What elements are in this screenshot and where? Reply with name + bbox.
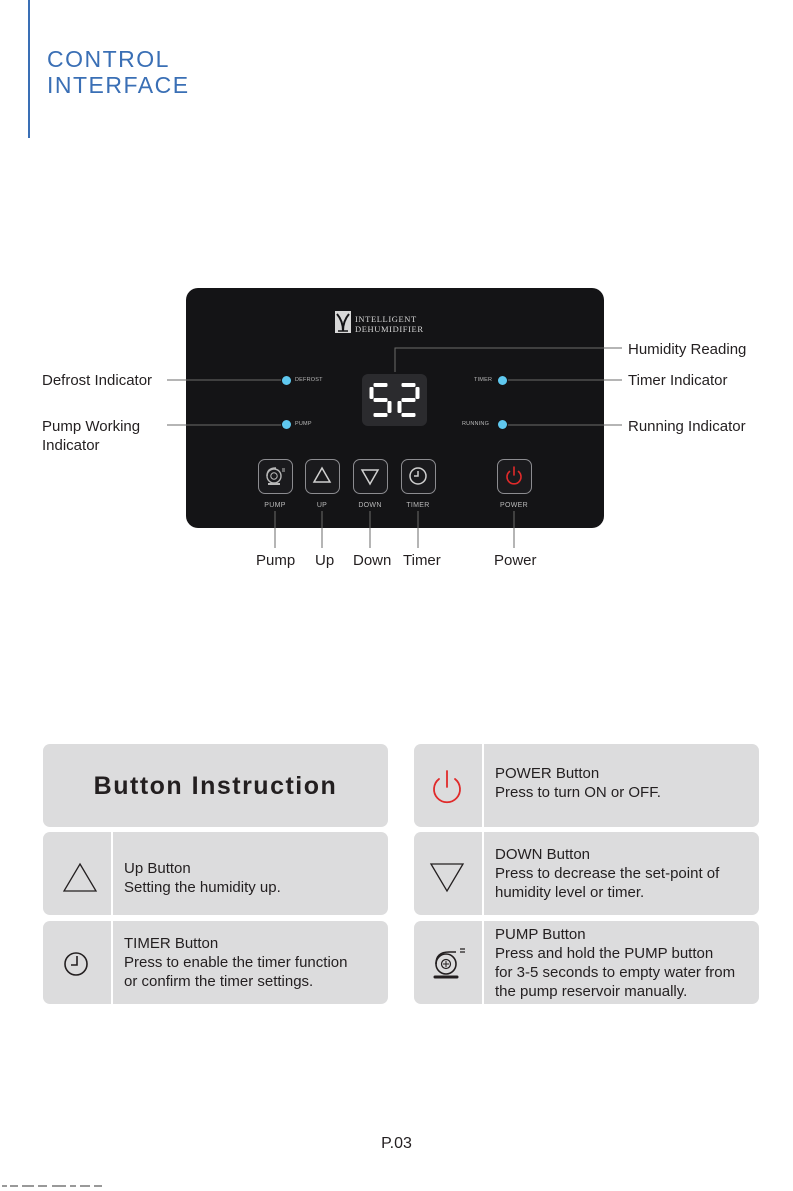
power-instruction-name: POWER Button	[495, 765, 600, 782]
pump-instruction-desc-line3: the pump reservoir manually.	[495, 983, 688, 1000]
up-instruction-icon-cell	[43, 832, 111, 915]
timer-button-label: TIMER	[406, 502, 430, 509]
down-instruction-text	[495, 845, 719, 902]
pump-instruction-text	[495, 925, 735, 1001]
down-instruction-name: DOWN Button	[495, 846, 591, 863]
down-instruction-card	[414, 832, 759, 915]
defrost-indicator-callout: Defrost Indicator	[42, 372, 153, 389]
up-instruction-name: Up Button	[124, 860, 191, 877]
running-indicator-label: RUNNING	[462, 421, 490, 427]
up-callout: Up	[315, 552, 335, 569]
brand-line1: INTELLIGENT	[355, 314, 417, 324]
power-button-label: POWER	[500, 502, 528, 509]
timer-instruction-text	[124, 934, 347, 991]
pump-instruction-card	[414, 921, 759, 1004]
up-button-label: UP	[316, 502, 328, 509]
pump-instruction-icon-cell	[414, 921, 482, 1004]
humidity-reading-callout: Humidity Reading	[628, 341, 747, 358]
brand-line2: DEHUMIDIFIER	[355, 324, 424, 334]
timer-instruction-desc-line2: or confirm the timer settings.	[124, 973, 314, 990]
button-instruction-title: Button Instruction	[93, 772, 338, 800]
timer-callout: Timer	[403, 552, 441, 569]
timer-instruction-card	[43, 921, 388, 1004]
timer-indicator-callout: Timer Indicator	[628, 372, 728, 389]
pump-instruction-desc-line1: Press and hold the PUMP button	[495, 945, 714, 962]
button-instruction-title-card	[43, 744, 388, 827]
pump-working-callout-line2: Indicator	[42, 437, 100, 454]
timer-instruction-desc-line1: Press to enable the timer function	[124, 954, 348, 971]
pump-callout: Pump	[256, 552, 296, 569]
pump-icon	[414, 921, 482, 1004]
timer-instruction-name: TIMER Button	[124, 935, 219, 952]
down-callout: Down	[353, 552, 392, 569]
power-instruction-card	[414, 744, 759, 827]
print-registration-mark	[0, 1184, 130, 1188]
page-title-line2: INTERFACE	[47, 72, 190, 98]
up-instruction-desc: Setting the humidity up.	[124, 879, 281, 896]
pump-indicator-label: PUMP	[295, 421, 312, 427]
down-instruction-icon-cell	[414, 832, 482, 915]
power-instruction-text	[495, 764, 661, 802]
card-divider	[482, 921, 484, 1004]
triangle-up-icon	[43, 832, 111, 915]
down-button-label: DOWN	[358, 502, 382, 509]
down-instruction-desc-line1: Press to decrease the set-point of	[495, 865, 720, 882]
pump-working-callout-line1: Pump Working	[42, 418, 141, 435]
up-instruction-text	[124, 859, 281, 897]
running-indicator-callout: Running Indicator	[628, 418, 746, 435]
down-instruction-desc-line2: humidity level or timer.	[495, 884, 645, 901]
pump-working-callout	[42, 417, 140, 455]
timer-instruction-icon-cell	[43, 921, 111, 1004]
power-icon	[414, 744, 482, 827]
pump-instruction-desc-line2: for 3-5 seconds to empty water from	[495, 964, 736, 981]
pump-instruction-name: PUMP Button	[495, 926, 586, 943]
card-divider	[111, 832, 113, 915]
card-divider	[482, 744, 484, 827]
power-callout: Power	[494, 552, 537, 569]
card-divider	[482, 832, 484, 915]
clock-icon	[43, 921, 111, 1004]
defrost-indicator-label: DEFROST	[295, 377, 323, 383]
timer-indicator-label: TIMER	[474, 377, 493, 383]
up-instruction-card	[43, 832, 388, 915]
pump-button-label: PUMP	[264, 502, 286, 509]
page-title-line1: CONTROL	[47, 46, 170, 72]
card-divider	[111, 921, 113, 1004]
power-instruction-desc: Press to turn ON or OFF.	[495, 784, 661, 801]
triangle-down-icon	[414, 832, 482, 915]
power-instruction-icon-cell	[414, 744, 482, 827]
page-number: P.03	[381, 1135, 412, 1152]
